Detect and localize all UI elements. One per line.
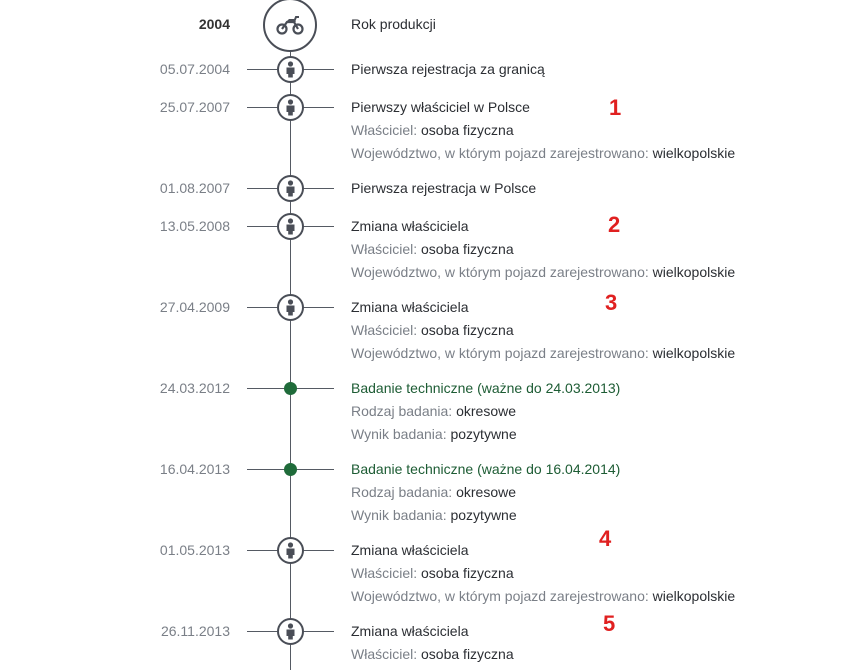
annotation-marker: 5 (603, 611, 616, 636)
dot-icon (284, 382, 297, 395)
entry-title: Pierwsza rejestracja w Polsce (351, 180, 537, 196)
dot-icon (284, 463, 297, 476)
voivodeship-detail: Województwo, w którym pojazd zarejestrowano: wielkopolskie (351, 588, 736, 604)
annotation-marker: 3 (605, 290, 618, 315)
entry-title: Pierwsza rejestracja za granicą (351, 61, 545, 77)
inspection-result-detail: Wynik badania: pozytywne (351, 507, 517, 523)
entry-date: 26.11.2013 (160, 623, 230, 639)
person-icon (277, 94, 304, 121)
inspection-type-detail: Rodzaj badania: okresowe (351, 403, 516, 419)
entry-date: 24.03.2012 (159, 380, 230, 396)
person-icon (277, 213, 304, 240)
entry-title: Pierwszy właściciel w Polsce (351, 99, 530, 115)
entry-title: Zmiana właściciela (351, 623, 469, 639)
entry-title: Zmiana właściciela (351, 542, 469, 558)
entry-title: Badanie techniczne (ważne do 16.04.2014) (351, 461, 621, 477)
timeline-axis (290, 40, 291, 670)
entry-title: Zmiana właściciela (351, 299, 469, 315)
entry-date: 01.05.2013 (159, 542, 230, 558)
owner-detail: Właściciel: osoba fizyczna (351, 565, 514, 581)
owner-detail: Właściciel: osoba fizyczna (351, 241, 514, 257)
motorcycle-icon (263, 0, 317, 52)
entry-date: 13.05.2008 (159, 218, 230, 234)
annotation-marker: 2 (608, 212, 621, 237)
voivodeship-detail: Województwo, w którym pojazd zarejestrowano: wielkopolskie (351, 264, 736, 280)
entry-title: Zmiana właściciela (351, 218, 469, 234)
entry-title: Rok produkcji (351, 16, 436, 32)
annotation-marker: 1 (609, 95, 622, 120)
entry-title: Badanie techniczne (ważne do 24.03.2013) (351, 380, 621, 396)
inspection-result-detail: Wynik badania: pozytywne (351, 426, 517, 442)
person-icon (277, 294, 304, 321)
person-icon (277, 537, 304, 564)
entry-date: 16.04.2013 (159, 461, 230, 477)
owner-detail: Właściciel: osoba fizyczna (351, 122, 514, 138)
voivodeship-detail: Województwo, w którym pojazd zarejestrowano: wielkopolskie (351, 345, 736, 361)
owner-detail: Właściciel: osoba fizyczna (351, 646, 514, 662)
entry-date: 2004 (198, 16, 230, 32)
entry-date: 25.07.2007 (159, 99, 230, 115)
inspection-type-detail: Rodzaj badania: okresowe (351, 484, 516, 500)
voivodeship-detail: Województwo, w którym pojazd zarejestrowano: wielkopolskie (351, 145, 736, 161)
entry-date: 27.04.2009 (159, 299, 230, 315)
annotation-marker: 4 (599, 526, 612, 551)
owner-detail: Właściciel: osoba fizyczna (351, 322, 514, 338)
person-icon (277, 56, 304, 83)
entry-date: 05.07.2004 (159, 61, 230, 77)
person-icon (277, 618, 304, 645)
person-icon (277, 175, 304, 202)
entry-date: 01.08.2007 (159, 180, 230, 196)
